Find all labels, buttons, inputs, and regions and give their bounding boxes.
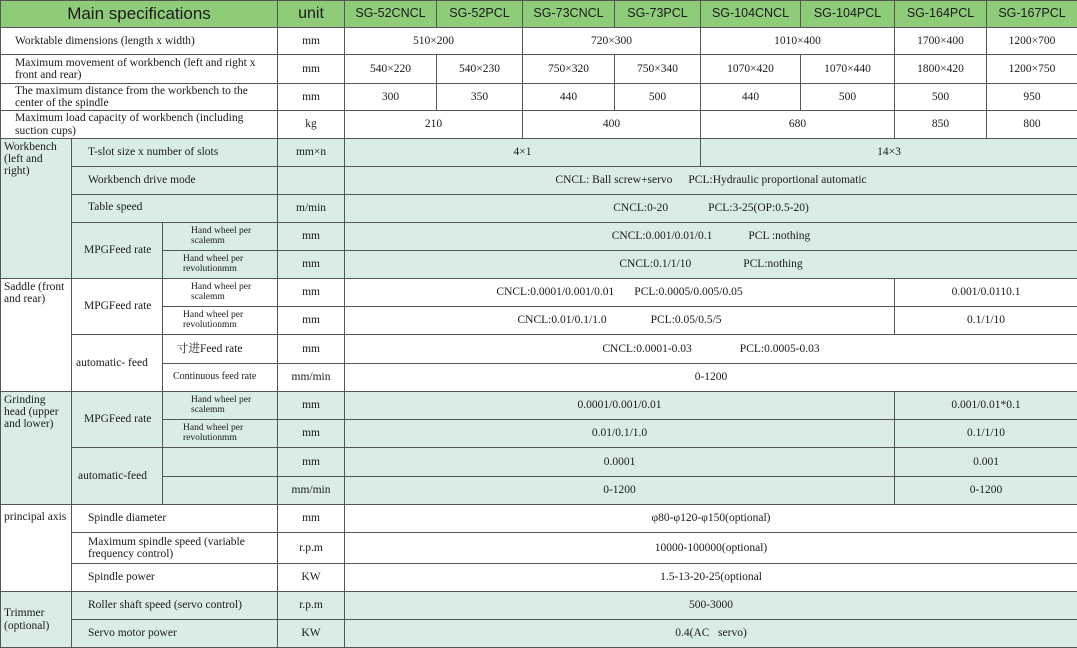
value-cell: 4×1 (345, 139, 701, 167)
unit-cell: kg (278, 111, 345, 139)
pcl-value: PCL:0.0005/0.005/0.05 (634, 286, 742, 298)
cncl-value: CNCL:0.01/0.1/1.0 (517, 314, 606, 326)
value-cell: 0-1200 (895, 477, 1077, 505)
unit-cell: mm (278, 392, 345, 420)
value-cell: 800 (987, 111, 1077, 139)
value-cell: 0.0001 (345, 448, 895, 477)
unit-cell: mm (278, 505, 345, 533)
value-cell: 1700×400 (895, 28, 987, 55)
row-roller-shaft-speed (1, 592, 1077, 620)
pcl-value: PCL:nothing (743, 258, 802, 270)
value-cell (345, 251, 1077, 279)
header-model-sg-73pcl: SG-73PCL (615, 1, 701, 28)
value-cell: 750×320 (523, 55, 615, 84)
row-max-movement (1, 55, 1077, 84)
row-drive-mode (1, 167, 1077, 195)
value-cell: 440 (701, 84, 801, 111)
pcl-value: PCL:0.05/0.5/5 (651, 314, 722, 326)
value-cell: 440 (523, 84, 615, 111)
unit-cell: mm (278, 420, 345, 448)
unit-cell: mm (278, 28, 345, 55)
unit-cell: r.p.m (278, 592, 345, 620)
label-roller-shaft-speed: Roller shaft speed (servo control) (72, 592, 278, 620)
unit-cell: mm×n (278, 139, 345, 167)
label-worktable-dimensions: Worktable dimensions (length x width) (1, 28, 278, 55)
cncl-value: CNCL:0.0001/0.001/0.01 (496, 286, 614, 298)
row-spindle-power (1, 564, 1077, 592)
label-mpg-feed-rate: MPGFeed rate (72, 279, 163, 335)
row-saddle-hand-scale (1, 279, 1077, 307)
value-cell: 500 (801, 84, 895, 111)
label-hand-wheel-rev: Hand wheel per revolutionmm (163, 420, 278, 448)
value-cell (345, 279, 895, 307)
unit-cell: mm (278, 251, 345, 279)
unit-cell: mm (278, 335, 345, 364)
row-max-spindle-speed (1, 533, 1077, 564)
value-cell: 540×230 (437, 55, 523, 84)
value-cell: 0.01/0.1/1.0 (345, 420, 895, 448)
label-max-load: Maximum load capacity of workbench (including suction cups) (1, 111, 278, 139)
label-drive-mode: Workbench drive mode (72, 167, 278, 195)
unit-cell: mm/min (278, 477, 345, 505)
cncl-value: CNCL:0-20 (613, 202, 668, 214)
value-cell: 0.001/0.0110.1 (895, 279, 1077, 307)
group-saddle: Saddle (front and rear) (1, 279, 72, 392)
group-trimmer: Trimmer (optional) (1, 592, 72, 648)
value-cell: 950 (987, 84, 1077, 111)
value-cell: 0.001 (895, 448, 1077, 477)
group-workbench: Workbench (left and right) (1, 139, 72, 279)
unit-cell: m/min (278, 195, 345, 223)
unit-cell: r.p.m (278, 533, 345, 564)
value-cell: 1200×750 (987, 55, 1077, 84)
row-grind-hand-rev (1, 420, 1077, 448)
pcl-value: PCL :nothing (748, 230, 810, 242)
value-cell: 1070×440 (801, 55, 895, 84)
label-hand-wheel-rev: Hand wheel per revolutionmm (163, 307, 278, 335)
value-cell: 850 (895, 111, 987, 139)
header-model-sg-52cncl: SG-52CNCL (345, 1, 437, 28)
row-grind-auto-2 (1, 477, 1077, 505)
header-unit: unit (278, 1, 345, 28)
value-cell: 750×340 (615, 55, 701, 84)
row-grind-auto-1 (1, 448, 1077, 477)
blank-sub-cell (163, 448, 278, 477)
value-cell: 510×200 (345, 28, 523, 55)
value-cell: 1800×420 (895, 55, 987, 84)
pcl-value: PCL:0.0005-0.03 (740, 343, 820, 355)
label-max-spindle-speed: Maximum spindle speed (variable frequency control) (72, 533, 278, 564)
label-hand-wheel-scale: Hand wheel per scalemm (163, 392, 278, 420)
value-cell: 680 (701, 111, 895, 139)
label-max-movement: Maximum movement of workbench (left and right x front and rear) (1, 55, 278, 84)
value-cell: 0-1200 (345, 364, 1077, 392)
value-cell: 540×220 (345, 55, 437, 84)
unit-cell: mm (278, 55, 345, 84)
value-cell (345, 335, 1077, 364)
row-saddle-inch-feed (1, 335, 1077, 364)
row-table-speed (1, 195, 1077, 223)
value-cell: 0.0001/0.001/0.01 (345, 392, 895, 420)
pcl-value: PCL:Hydraulic proportional automatic (688, 174, 866, 186)
label-spindle-power: Spindle power (72, 564, 278, 592)
value-cell: 350 (437, 84, 523, 111)
pcl-value: PCL:3-25(OP:0.5-20) (708, 202, 809, 214)
row-wb-hand-rev (1, 251, 1077, 279)
value-cell: 0-1200 (345, 477, 895, 505)
label-table-speed: Table speed (72, 195, 278, 223)
label-spindle-diameter: Spindle diameter (72, 505, 278, 533)
label-max-distance: The maximum distance from the workbench to the center of the spindle (1, 84, 278, 111)
header-model-sg-167pcl: SG-167PCL (987, 1, 1077, 28)
label-automatic-feed: automatic-feed (72, 448, 163, 505)
unit-cell (278, 167, 345, 195)
unit-cell: mm/min (278, 364, 345, 392)
value-cell: 210 (345, 111, 523, 139)
cncl-value: CNCL:0.0001-0.03 (602, 343, 691, 355)
label-tslot: T-slot size x number of slots (72, 139, 278, 167)
value-cell: 14×3 (701, 139, 1077, 167)
value-cell: 1010×400 (701, 28, 895, 55)
label-mpg-feed-rate: MPGFeed rate (72, 392, 163, 448)
cncl-value: CNCL: Ball screw+servo (555, 174, 672, 186)
unit-cell: mm (278, 279, 345, 307)
label-inch-feed-rate: 寸进Feed rate (163, 335, 278, 364)
row-max-load (1, 111, 1077, 139)
row-worktable-dimensions (1, 28, 1077, 55)
value-cell (345, 167, 1077, 195)
value-cell: 1200×700 (987, 28, 1077, 55)
row-saddle-continuous (1, 364, 1077, 392)
value-cell (345, 195, 1077, 223)
value-cell: 0.4(AC servo) (345, 620, 1077, 648)
label-hand-wheel-rev: Hand wheel per revolutionmm (163, 251, 278, 279)
value-cell: 0.1/1/10 (895, 307, 1077, 335)
value-cell: 0.1/1/10 (895, 420, 1077, 448)
unit-cell: mm (278, 307, 345, 335)
value-cell: 400 (523, 111, 701, 139)
value-cell: 500-3000 (345, 592, 1077, 620)
value-cell: 10000-100000(optional) (345, 533, 1077, 564)
value-cell: 300 (345, 84, 437, 111)
unit-cell: mm (278, 223, 345, 251)
unit-cell: KW (278, 620, 345, 648)
header-model-sg-52pcl: SG-52PCL (437, 1, 523, 28)
unit-cell: mm (278, 84, 345, 111)
row-grind-hand-scale (1, 392, 1077, 420)
header-main-specifications: Main specifications (1, 1, 278, 28)
group-principal-axis: principal axis (1, 505, 72, 592)
header-row (1, 1, 1077, 28)
value-cell (345, 307, 895, 335)
row-max-distance (1, 84, 1077, 111)
header-model-sg-104pcl: SG-104PCL (801, 1, 895, 28)
group-grinding-head: Grinding head (upper and lower) (1, 392, 72, 505)
value-cell: 720×300 (523, 28, 701, 55)
value-cell: 1.5-13-20-25(optional (345, 564, 1077, 592)
blank-sub-cell (163, 477, 278, 505)
row-spindle-diameter (1, 505, 1077, 533)
header-model-sg-104cncl: SG-104CNCL (701, 1, 801, 28)
label-hand-wheel-scale: Hand wheel per scalemm (163, 279, 278, 307)
value-cell: φ80-φ120-φ150(optional) (345, 505, 1077, 533)
value-cell: 1070×420 (701, 55, 801, 84)
cncl-value: CNCL:0.1/1/10 (619, 258, 691, 270)
row-wb-hand-scale (1, 223, 1077, 251)
value-cell: 500 (615, 84, 701, 111)
unit-cell: KW (278, 564, 345, 592)
label-continuous-feed-rate: Continuous feed rate (163, 364, 278, 392)
header-model-sg-164pcl: SG-164PCL (895, 1, 987, 28)
label-mpg-feed-rate: MPGFeed rate (72, 223, 163, 279)
unit-cell: mm (278, 448, 345, 477)
label-automatic-feed: automatic- feed (72, 335, 163, 392)
row-tslot (1, 139, 1077, 167)
label-servo-motor-power: Servo motor power (72, 620, 278, 648)
value-cell: 500 (895, 84, 987, 111)
value-cell (345, 223, 1077, 251)
value-cell: 0.001/0.01*0.1 (895, 392, 1077, 420)
row-servo-motor-power (1, 620, 1077, 648)
header-model-sg-73cncl: SG-73CNCL (523, 1, 615, 28)
row-saddle-hand-rev (1, 307, 1077, 335)
cncl-value: CNCL:0.001/0.01/0.1 (612, 230, 713, 242)
label-hand-wheel-scale: Hand wheel per scalemm (163, 223, 278, 251)
